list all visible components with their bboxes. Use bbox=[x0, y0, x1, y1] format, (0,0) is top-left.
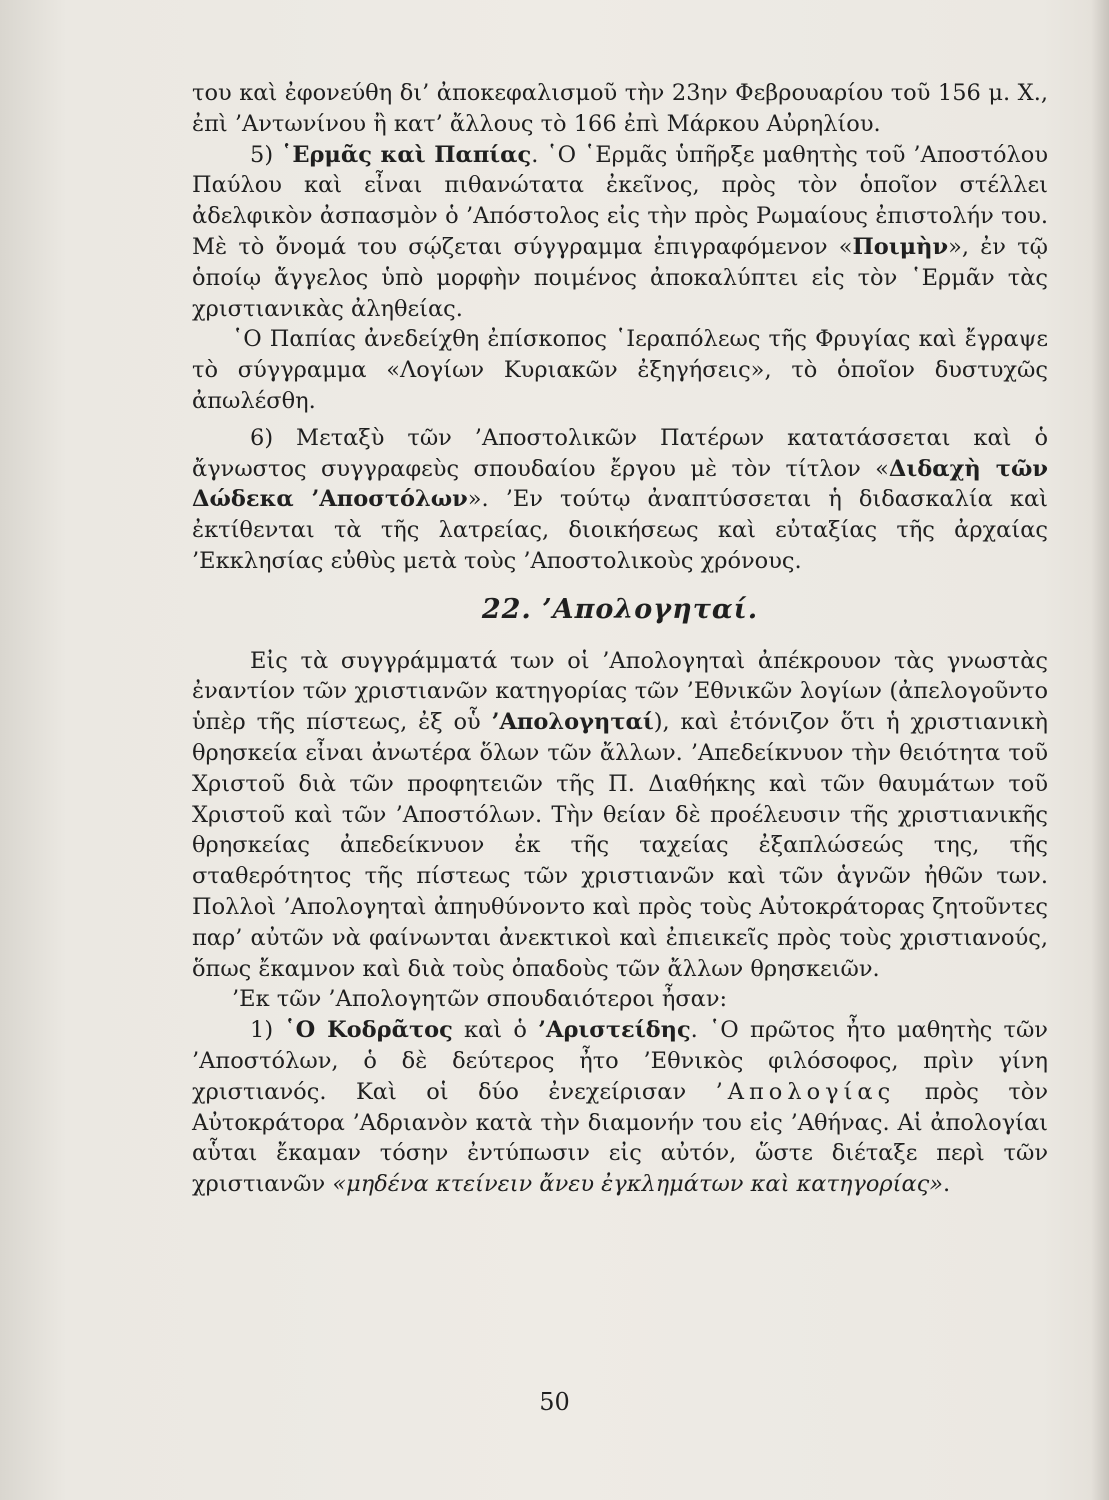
text-segment: . ῾Ο ῾Ερμᾶς ὑπῆρξε μαθητὴς τοῦ ’Αποστόλου Παύλου καὶ εἶναι πιθανώτατα ἐκεῖνος, πρὸς τὸν ὁποῖον στέλλει ἀδελφικὸν ἀσπασμὸν ὁ ’Απόστολος εἰς τὴν πρὸς Ρωμαίους ἐπιστολήν του. Μὲ τὸ ὄνομά του σῴζεται σύγγραμμα ἐπιγραφόμενον « bbox=[192, 141, 1048, 260]
paragraph-didache bbox=[192, 423, 1048, 577]
text-segment: ». ’Εν τούτῳ ἀναπτύσσεται ἡ διδασκαλία καὶ ἐκτίθενται τὰ τῆς λατρείας, διοικήσεως καὶ εὐταξίας τῆς ἀρχαίας ’Εκκλησίας εὐθὺς μετὰ τοὺς ’Αποστολικοὺς χρόνους. bbox=[192, 486, 1048, 574]
text-segment: πρὸς τὸν Αὐτοκράτορα ’Αδριανὸν κατὰ τὴν διαμονήν του εἰς ’Αθήνας. Αἱ ἀπολογίαι αὗται ἔκαμαν τόσην ἐντύπωσιν εἰς αὐτόν, ὥστε διέταξε περὶ τῶν χριστιανῶν bbox=[192, 1078, 1048, 1198]
text-segment: 6) Μεταξὺ τῶν ’Αποστολικῶν Πατέρων κατατάσσεται καὶ ὁ ἄγνωστος συγγραφεὺς σπουδαίου ἔργου μὲ τὸν τίτλον « bbox=[192, 424, 1048, 482]
paragraph-continuation bbox=[192, 78, 1048, 140]
text-segment: ῾Ερμᾶς καὶ Παπίας bbox=[281, 141, 532, 168]
paragraph-papias bbox=[192, 324, 1048, 416]
text-segment: Εἰς τὰ συγγράμματά των οἱ ’Απολογηταὶ ἀπέκρουον τὰς γνωστὰς ἐναντίον τῶν χριστιανῶν κατηγορίας τῶν ’Εθνικῶν λογίων (ἀπελογοῦντο ὑπὲρ τῆς πίστεως, ἐξ οὗ bbox=[192, 647, 1048, 736]
body-text bbox=[192, 78, 1048, 1200]
text-segment: ’Απολογηταί bbox=[491, 709, 654, 736]
text-segment: του καὶ ἐφονεύθη δι’ ἀποκεφαλισμοῦ τὴν 23ην Φεβρουαρίου τοῦ 156 μ. Χ., ἐπὶ ’Αντωνίνου ἢ κατ’ ἄλλους τὸ 166 ἐπὶ Μάρκου Αὐρηλίου. bbox=[192, 80, 1048, 137]
text-segment: . bbox=[943, 1171, 951, 1198]
text-segment: ῾Ο Παπίας ἀνεδείχθη ἐπίσκοπος ῾Ιεραπόλεως τῆς Φρυγίας καὶ ἔγραψε τὸ σύγγραμμα «Λογίων Κυριακῶν ἐξηγήσεις», τὸ ὁποῖον δυστυχῶς ἀπωλέσθη. bbox=[192, 326, 1048, 414]
text-segment: ’Εκ τῶν ’Απολογητῶν σπουδαιότεροι ἦσαν: bbox=[232, 986, 728, 1013]
text-segment: Ποιμὴν bbox=[852, 233, 949, 260]
text-segment: 1) bbox=[250, 1017, 285, 1044]
paragraph-apologists-intro bbox=[192, 646, 1048, 985]
text-segment: ’Αριστείδης bbox=[538, 1017, 691, 1044]
text-segment: Διδαχὴ τῶν Δώδεκα ’Αποστόλων bbox=[192, 455, 1048, 513]
text-segment: », ἐν τῷ ὁποίῳ ἄγγελος ὑπὸ μορφὴν ποιμένος ἀποκαλύπτει εἰς τὸν ῾Ερμᾶν τὰς χριστιανικὰς ἀληθείας. bbox=[192, 233, 1048, 322]
text-segment: ῾Ο Κοδρᾶτος bbox=[284, 1017, 453, 1044]
text-segment: . ῾Ο πρῶτος ἦτο μαθητὴς τῶν ’Αποστόλων, ὁ δὲ δεύτερος ἦτο ’Εθνικὸς φιλόσοφος, πρὶν γίνη χριστιανός. Καὶ οἱ δύο ἐνεχείρισαν bbox=[192, 1017, 1048, 1105]
text-segment: 5) bbox=[250, 141, 282, 168]
paragraph-kodratos-aristeides bbox=[192, 1015, 1048, 1200]
text-segment: «μηδένα κτείνειν ἄνευ ἐγκλημάτων καὶ κατηγορίας» bbox=[332, 1171, 944, 1198]
text-segment: καὶ ὁ bbox=[452, 1017, 539, 1044]
text-segment: ’Απολογίας bbox=[715, 1078, 896, 1105]
text-segment: ), καὶ ἐτόνιζον ὅτι ἡ χριστιανικὴ θρησκεία εἶναι ἀνωτέρα ὅλων τῶν ἄλλων. ’Απεδείκνυον τὴν θειότητα τοῦ Χριστοῦ διὰ τῶν προφητειῶν τῆς Π. Διαθήκης καὶ τῶν θαυμάτων τοῦ Χριστοῦ καὶ τῶν ’Αποστόλων. Τὴν θείαν δὲ προέλευσιν τῆς χριστιανικῆς θρησκείας ἀπεδείκνυον ἐκ τῆς ταχείας ἐξαπλώσεώς της, τῆς σταθερότητος τῆς πίστεως τῶν χριστιανῶν καὶ τῶν ἁγνῶν ἠθῶν των. Πολλοὶ ’Απολογηταὶ ἀπηυθύνοντο καὶ πρὸς τοὺς Αὐτοκράτορας ζητοῦντες παρ’ αὐτῶν νὰ φαίνωνται ἀνεκτικοὶ καὶ ἐπιεικεῖς πρὸς τοὺς χριστιανούς, ὅπως ἔκαμνον καὶ διὰ τοὺς ὀπαδοὺς τῶν ἄλλων θρησκειῶν. bbox=[192, 709, 1048, 982]
paragraph-apologists-list-intro bbox=[192, 984, 1048, 1015]
paragraph-hermas-papias bbox=[192, 140, 1048, 325]
page-edge-shadow bbox=[1091, 0, 1109, 1500]
section-heading: 22. ’Απολογηταί. bbox=[481, 593, 759, 625]
page-number: 50 bbox=[539, 1388, 570, 1416]
